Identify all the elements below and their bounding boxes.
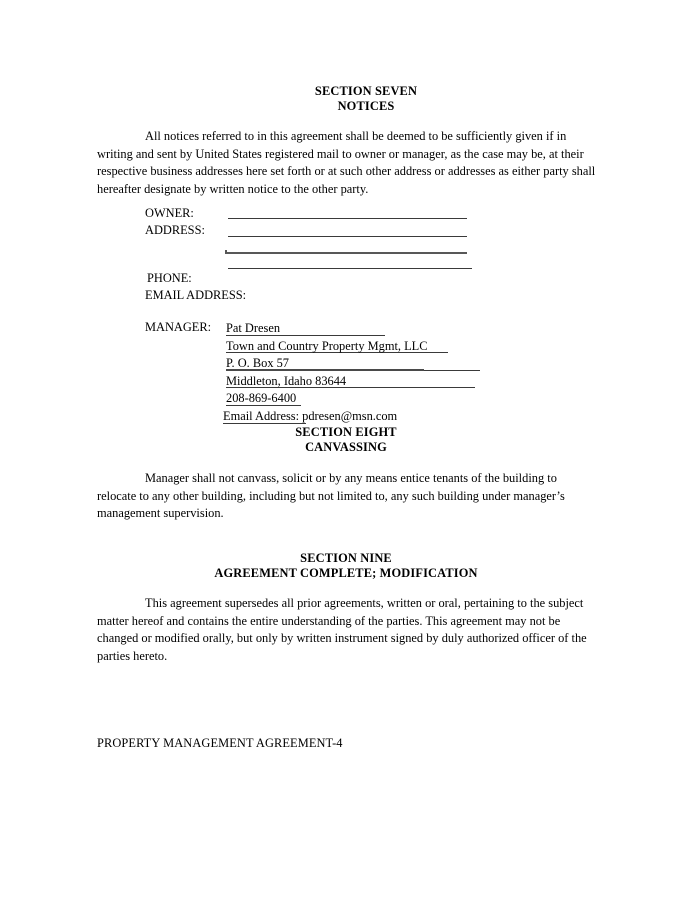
page-footer-label: PROPERTY MANAGEMENT AGREEMENT-4	[97, 736, 343, 750]
section-nine-number: SECTION NINE	[300, 551, 392, 565]
manager-name: Pat Dresen	[226, 321, 281, 335]
address-value-rule-1[interactable]	[228, 236, 467, 237]
manager-phone-underline	[226, 405, 301, 406]
section-eight-title: CANVASSING	[305, 440, 387, 455]
address-value-rule-3[interactable]	[228, 268, 472, 269]
section-seven-number: SECTION SEVEN	[314, 84, 418, 98]
section-nine-heading	[0, 551, 692, 581]
manager-phone: 208-869-6400	[226, 391, 297, 406]
manager-email-value: pdresen@msn.com	[299, 408, 398, 423]
manager-street: P. O. Box 57	[226, 356, 289, 371]
manager-city-state-zip: Middleton, Idaho 83644	[226, 373, 347, 388]
owner-label: OWNER:	[145, 206, 194, 220]
phone-label: PHONE:	[147, 271, 192, 285]
manager-name-row	[226, 320, 486, 338]
manager-street-row	[226, 355, 486, 373]
manager-email-row	[223, 408, 486, 426]
manager-details-block	[223, 320, 486, 426]
section-nine-body: This agreement supersedes all prior agreements, written or oral, pertaining to the subject matter hereof and contains the entire understanding of the parties. This agreement may not be changed or modified orally, but only by written instrument signed by duly authorized officer of the parties hereto.	[97, 596, 587, 663]
manager-phone-row	[226, 390, 486, 408]
manager-company: Town and Country Property Mgmt, LLC	[226, 338, 428, 353]
section-seven-title: NOTICES	[337, 99, 395, 114]
address-value-rule-2[interactable]	[226, 252, 467, 254]
manager-company-row	[226, 338, 486, 356]
manager-email-label: Email Address:	[223, 408, 300, 423]
section-eight-body: Manager shall not canvass, solicit or by any means entice tenants of the building to relocate to any other building, including but not limited to, any such building under manager’s management supervision.	[97, 471, 565, 521]
address-label: ADDRESS:	[145, 223, 205, 237]
manager-city-state-zip-row	[226, 373, 486, 391]
section-nine-title: AGREEMENT COMPLETE; MODIFICATION	[214, 566, 478, 581]
section-seven-body: All notices referred to in this agreement shall be deemed to be sufficiently given if in writing and sent by United States registered mail to owner or manager, as the case may be, at their respective business addresses here set forth or at such other address or addresses as either party shall hereafter designate by written notice to the other party.	[97, 129, 596, 196]
manager-street-underline-extension	[424, 370, 480, 371]
section-eight-number: SECTION EIGHT	[295, 425, 397, 439]
email-address-label: EMAIL ADDRESS:	[145, 288, 247, 302]
owner-value-rule[interactable]	[228, 218, 467, 219]
section-seven-heading	[0, 84, 696, 114]
section-eight-heading	[0, 425, 692, 455]
manager-label: MANAGER:	[145, 320, 212, 334]
